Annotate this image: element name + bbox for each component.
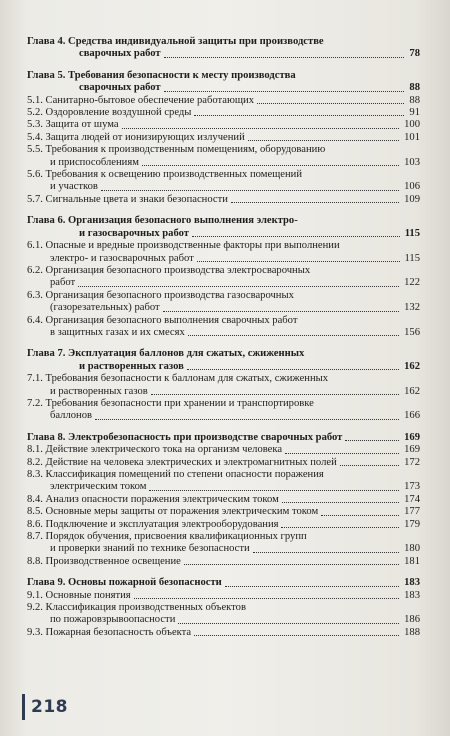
dot-leader (164, 91, 405, 92)
toc-section-entry (27, 290, 420, 315)
toc-page-number: 103 (404, 156, 420, 168)
toc-entry-text-line: 5.3. Защита от шума (27, 119, 119, 131)
toc-page-number: 166 (404, 410, 420, 422)
page-footer (22, 694, 68, 720)
toc-section-entry (27, 194, 420, 206)
toc-entry-text-line: 9.1. Основные понятия (27, 589, 131, 601)
toc-entry-text-line: 7.1. Требования безопасности к баллонам для сжатых, сжиженных (27, 373, 329, 385)
toc-entry-text-line: Глава 4. Средства индивидуальной защиты при производстве (27, 36, 324, 47)
toc-entry-last-line (27, 95, 420, 107)
toc-page-number: 179 (404, 518, 420, 530)
toc-page-number: 115 (404, 252, 420, 264)
dot-leader (142, 165, 399, 166)
toc-section-entry (27, 444, 420, 456)
dot-leader (188, 335, 399, 336)
dot-leader (134, 598, 399, 599)
toc-chapter-entry (27, 70, 420, 95)
toc-entry-text-line: Глава 5. Требования безопасности к месту производства (27, 69, 296, 81)
toc-entry-last-line (27, 506, 420, 518)
toc-section-entry (27, 398, 420, 423)
toc-entry-text-line: 5.7. Сигнальные цвета и знаки безопасности (27, 193, 228, 205)
dot-leader (151, 394, 399, 395)
toc-page-number: 100 (404, 119, 420, 131)
toc-page-number: 177 (404, 506, 420, 518)
toc-entry-text-line: 8.8. Производственное освещение (27, 555, 181, 567)
toc-section-entry (27, 494, 420, 506)
toc-entry-text-line: 9.3. Пожарная безопасность объекта (27, 626, 192, 638)
toc-entry-last-line (27, 107, 420, 119)
toc-entry-text-line: 5.6. Требования к освещению производственных помещений (27, 169, 303, 181)
toc-entry-text-line: 8.6. Подключение и эксплуатация электрооборудования (27, 518, 279, 530)
dot-leader (285, 453, 399, 454)
dot-leader (194, 115, 404, 116)
toc-entry-last-line (27, 432, 420, 444)
toc-entry-last-line (27, 590, 420, 602)
toc-entry-text-line: 8.5. Основные меры защиты от поражения электрическим током (27, 506, 319, 518)
toc-section-entry (27, 144, 420, 169)
toc-page-number: 180 (404, 543, 420, 555)
toc-page-number: 174 (404, 493, 420, 505)
toc-section-entry (27, 590, 420, 602)
toc-entry-last-line (27, 577, 420, 589)
toc-entry-text-line: 7.2. Требования безопасности при хранении и транспортировке (27, 397, 314, 409)
toc-section-entry (27, 519, 420, 531)
toc-entry-text-line: 8.2. Действие на человека электрических и электромагнитных полей (27, 456, 337, 468)
dot-leader (163, 311, 399, 312)
dot-leader (164, 57, 405, 58)
toc-entry-text-line: сварочных работ (79, 82, 161, 94)
toc-page-number: 173 (404, 481, 420, 493)
toc-entry-last-line (27, 327, 420, 339)
toc-entry-text-line: 8.1. Действие электрического тока на организм человека (27, 444, 283, 456)
toc-entry-text-line: 5.1. Санитарно-бытовое обеспечение работающих (27, 94, 254, 106)
toc-entry-last-line (27, 494, 420, 506)
toc-section-entry (27, 457, 420, 469)
dot-leader (178, 623, 399, 624)
toc-section-entry (27, 602, 420, 627)
toc-entry-last-line (27, 627, 420, 639)
toc-page-number: 172 (404, 456, 420, 468)
toc-chapter-entry (27, 432, 420, 444)
toc-page-number: 122 (404, 277, 420, 289)
toc-entry-text-line: Глава 9. Основы пожарной безопасности (27, 577, 222, 589)
toc-entry-text-line: и проверки знаний по технике безопасности (50, 543, 250, 555)
toc-entry-text-line: сварочных работ (79, 48, 161, 60)
dot-leader (101, 190, 399, 191)
toc-entry-text-line: 8.7. Порядок обучения, присвоения квалификационных групп (27, 531, 307, 543)
toc-page-number: 156 (404, 326, 420, 338)
toc-entry-last-line (27, 614, 420, 626)
toc-section-entry (27, 265, 420, 290)
toc-entry-text-line: электрическим током (50, 481, 147, 493)
dot-leader (345, 440, 399, 441)
toc-entry-text-line: 8.4. Анализ опасности поражения электрическим током (27, 493, 279, 505)
dot-leader (281, 527, 399, 528)
toc-chapter-entry (27, 215, 420, 240)
toc-entry-text-line: и газосварочных работ (79, 227, 189, 239)
toc-entry-text-line: и приспособлениям (50, 156, 139, 168)
toc-entry-last-line (27, 556, 420, 568)
dot-leader (321, 515, 399, 516)
toc-entry-last-line (27, 82, 420, 94)
toc-section-entry (27, 240, 420, 265)
toc-entry-text-line: 5.5. Требования к производственным помещениям, оборудованию (27, 144, 326, 156)
toc-chapter-entry (27, 36, 420, 61)
toc-entry-text-line: работ (50, 277, 76, 289)
toc-entry-text-line: 6.3. Организация безопасного производства газосварочных (27, 289, 294, 301)
toc-entry-last-line (27, 132, 420, 144)
toc-entry-text-line: Глава 8. Электробезопасность при производстве сварочных работ (27, 431, 343, 443)
toc-page-number: 78 (409, 48, 420, 60)
page-number-bar (22, 694, 25, 720)
toc-page-number: 183 (404, 577, 420, 589)
dot-leader (225, 586, 399, 587)
toc-page-number: 186 (404, 614, 420, 626)
toc-page-number: 181 (404, 555, 420, 567)
toc-chapter-entry (27, 348, 420, 373)
toc-entry-last-line (27, 157, 420, 169)
page-number: 218 (31, 697, 68, 717)
toc-page-number: 188 (404, 626, 420, 638)
toc-page-number: 169 (404, 444, 420, 456)
toc-page-number: 162 (404, 360, 420, 372)
dot-leader (253, 552, 399, 553)
toc-entry-last-line (27, 444, 420, 456)
toc-entry-last-line (27, 302, 420, 314)
toc-page-number: 109 (404, 193, 420, 205)
toc-entry-last-line (27, 253, 420, 265)
toc-entry-text-line: 5.4. Защита людей от ионизирующих излучений (27, 131, 245, 143)
toc-entry-text-line: (газорезательных) работ (50, 302, 160, 314)
toc-page-number: 132 (404, 302, 420, 314)
toc-entry-text-line: 6.1. Опасные и вредные производственные факторы при выполнении (27, 240, 340, 252)
dot-leader (187, 369, 399, 370)
toc-section-entry (27, 469, 420, 494)
toc-entry-text-line: и участков (50, 181, 98, 193)
toc-page-number: 162 (404, 385, 420, 397)
dot-leader (184, 564, 399, 565)
toc-entry-text-line: 9.2. Классификация производственных объектов (27, 602, 246, 614)
toc-entry-last-line (27, 194, 420, 206)
dot-leader (257, 103, 404, 104)
toc-entry-text-line: Глава 7. Эксплуатация баллонов для сжатых, сжиженных (27, 348, 305, 360)
toc-entry-text-line: и растворенных газов (50, 385, 148, 397)
dot-leader (192, 236, 400, 237)
toc-entry-last-line (27, 410, 420, 422)
toc-section-entry (27, 95, 420, 107)
toc-page-number: 101 (404, 131, 420, 143)
toc-page-number: 115 (404, 227, 420, 239)
toc-entry-last-line (27, 481, 420, 493)
toc-entry-last-line (27, 181, 420, 193)
toc-entry-last-line (27, 386, 420, 398)
toc-entry-last-line (27, 48, 420, 60)
toc-entry-text-line: 6.2. Организация безопасного производства электросварочных (27, 264, 311, 276)
toc-page-number: 88 (409, 82, 420, 94)
toc-section-entry (27, 132, 420, 144)
toc-section-entry (27, 119, 420, 131)
toc-section-entry (27, 315, 420, 340)
toc-entry-last-line (27, 228, 420, 240)
toc-section-entry (27, 506, 420, 518)
toc-section-entry (27, 107, 420, 119)
toc-section-entry (27, 627, 420, 639)
toc-entry-last-line (27, 457, 420, 469)
toc-entry-text-line: по пожаровзрывоопасности (50, 614, 176, 626)
toc-entry-text-line: в защитных газах и их смесях (50, 326, 185, 338)
dot-leader (194, 635, 399, 636)
toc-entry-text-line: 5.2. Оздоровление воздушной среды (27, 107, 192, 119)
toc-entry-text-line: Глава 6. Организация безопасного выполнения электро- (27, 215, 298, 227)
toc-entry-text-line: 6.4. Организация безопасного выполнения сварочных работ (27, 314, 298, 326)
dot-leader (340, 465, 399, 466)
toc-page-number: 106 (404, 181, 420, 193)
toc-entry-last-line (27, 543, 420, 555)
toc-entry-text-line: баллонов (50, 410, 93, 422)
toc-chapter-entry (27, 577, 420, 589)
dot-leader (122, 128, 400, 129)
toc-page-number: 169 (404, 431, 420, 443)
dot-leader (248, 140, 399, 141)
dot-leader (197, 261, 400, 262)
toc-entry-last-line (27, 361, 420, 373)
toc-entry-last-line (27, 519, 420, 531)
dot-leader (231, 202, 399, 203)
toc-page-number: 88 (409, 94, 420, 106)
toc-page-number: 183 (404, 589, 420, 601)
toc-section-entry (27, 169, 420, 194)
dot-leader (78, 286, 399, 287)
dot-leader (149, 490, 399, 491)
dot-leader (95, 419, 399, 420)
toc-section-entry (27, 373, 420, 398)
toc-entry-text-line: и растворенных газов (79, 360, 184, 372)
toc-entry-text-line: электро- и газосварочных работ (50, 252, 194, 264)
toc-section-entry (27, 556, 420, 568)
toc-entry-text-line: 8.3. Классификация помещений по степени опасности поражения (27, 469, 324, 480)
dot-leader (282, 502, 399, 503)
toc-entry-last-line (27, 277, 420, 289)
toc-page-number: 91 (409, 107, 420, 119)
toc-entry-last-line (27, 119, 420, 131)
table-of-contents (27, 36, 420, 639)
toc-section-entry (27, 531, 420, 556)
